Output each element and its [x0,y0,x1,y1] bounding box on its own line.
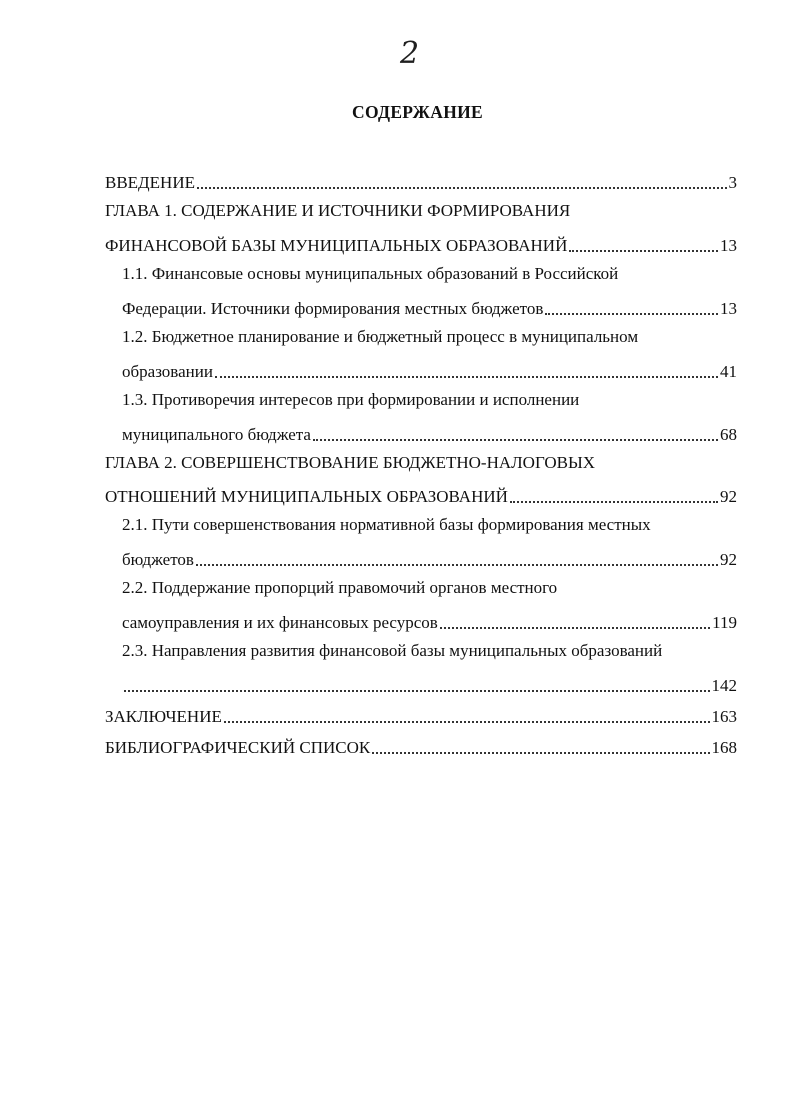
toc-section-1-1-line-2 [105,292,737,323]
toc-chapter-1-line-1: ГЛАВА 1. СОДЕРЖАНИЕ И ИСТОЧНИКИ ФОРМИРОВАНИЯ [105,201,571,221]
dot-leader [124,689,710,692]
dot-leader [197,186,727,189]
toc-page-number: 13 [720,236,737,256]
toc-section-2-2-line-2 [105,605,737,636]
toc-page-number: 92 [720,550,737,570]
toc-section-2-2-line-1: 2.2. Поддержание пропорций правомочий органов местного [122,578,558,598]
toc-page-number: 68 [720,424,737,444]
toc-section-1-3-line-1: 1.3. Противоречия интересов при формировании и исполнении [122,389,580,409]
toc-page-number: 163 [711,707,737,727]
toc-entry-text: образовании [122,361,213,381]
toc-page-number: 92 [720,487,737,507]
dot-leader [510,500,718,503]
toc-section-2-3-line-1: 2.3. Направления развития финансовой базы муниципальных образований [122,640,663,660]
handwritten-page-number: 2 [399,36,420,71]
dot-leader [440,626,710,629]
table-of-contents [105,166,737,762]
toc-entry-text: Федерации. Источники формирования местных бюджетов [122,298,544,318]
dot-leader [313,438,718,441]
toc-section-2-1-line-2 [105,543,737,574]
toc-entry-bibliography [105,731,737,762]
toc-entry-text: ВВЕДЕНИЕ [105,173,195,193]
dot-leader [545,312,718,315]
toc-page-number: 41 [720,361,737,381]
dot-leader [224,720,710,723]
toc-section-1-2-line-1: 1.2. Бюджетное планирование и бюджетный процесс в муниципальном [122,326,639,346]
toc-entry-text: БИБЛИОГРАФИЧЕСКИЙ СПИСОК [105,738,371,758]
toc-chapter-2-line-2 [105,480,737,511]
toc-page-number: 142 [711,675,737,695]
toc-entry-text: муниципального бюджета [122,424,311,444]
page-title: СОДЕРЖАНИЕ [352,102,484,122]
toc-page-number: 119 [712,612,737,632]
toc-section-1-2-line-2 [105,354,737,385]
dot-leader [372,751,709,754]
toc-page-number: 3 [728,173,737,193]
toc-entry-text: самоуправления и их финансовых ресурсов [122,612,438,632]
toc-entry-intro [105,166,737,197]
toc-chapter-1-line-2 [105,229,737,260]
dot-leader [196,563,718,566]
toc-entry-text: ФИНАНСОВОЙ БАЗЫ МУНИЦИПАЛЬНЫХ ОБРАЗОВАНИЙ [105,236,568,256]
dot-leader [569,249,718,252]
toc-entry-conclusion [105,700,737,731]
toc-section-1-3-line-2 [105,417,737,448]
toc-entry-text: бюджетов [122,550,194,570]
toc-entry-text: ЗАКЛЮЧЕНИЕ [105,707,222,727]
toc-page-number: 13 [720,298,737,318]
toc-section-2-1-line-1: 2.1. Пути совершенствования нормативной базы формирования местных [122,515,651,535]
toc-section-2-3-line-2 [105,668,737,699]
toc-chapter-2-line-1: ГЛАВА 2. СОВЕРШЕНСТВОВАНИЕ БЮДЖЕТНО-НАЛОГОВЫХ [105,452,596,472]
dot-leader [215,375,718,378]
toc-section-1-1-line-1: 1.1. Финансовые основы муниципальных образований в Российской [122,264,619,284]
toc-page-number: 168 [711,738,737,758]
toc-entry-text: ОТНОШЕНИЙ МУНИЦИПАЛЬНЫХ ОБРАЗОВАНИЙ [105,487,508,507]
